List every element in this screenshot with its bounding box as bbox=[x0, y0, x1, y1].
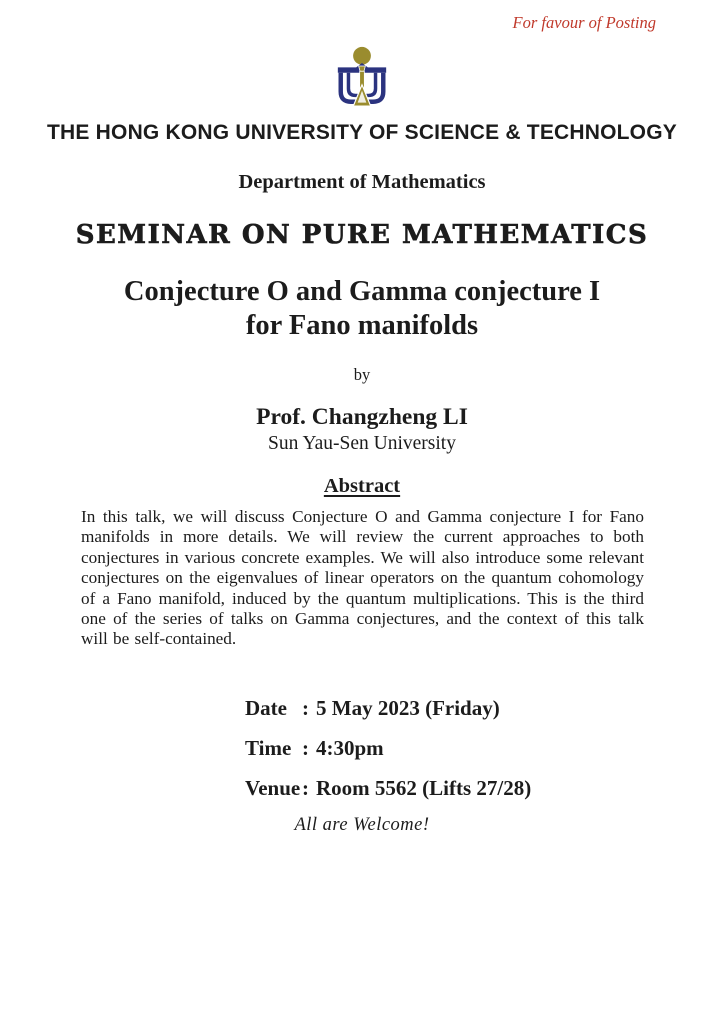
detail-row-time bbox=[245, 735, 724, 761]
time-label: Time bbox=[245, 735, 292, 760]
seminar-series-title: SEMINAR ON PURE MATHEMATICS bbox=[75, 220, 649, 250]
detail-row-venue bbox=[245, 775, 724, 801]
detail-row-date bbox=[245, 695, 724, 721]
speaker-name: Prof. Changzheng LI bbox=[256, 404, 468, 430]
venue-label: Venue bbox=[245, 775, 301, 800]
time-value: 4:30pm bbox=[316, 735, 384, 760]
time-separator: : bbox=[302, 735, 309, 760]
venue-value: Room 5562 (Lifts 27/28) bbox=[316, 775, 532, 800]
department-name: Department of Mathematics bbox=[238, 171, 486, 193]
venue-separator: : bbox=[302, 775, 309, 800]
talk-title-line2: for Fano manifolds bbox=[245, 310, 479, 341]
talk-title bbox=[0, 275, 724, 343]
date-value: 5 May 2023 (Friday) bbox=[316, 695, 500, 720]
university-name: THE HONG KONG UNIVERSITY OF SCIENCE & TECHNOLOGY bbox=[47, 121, 677, 144]
abstract-text: In this talk, we will discuss Conjecture O and Gamma conjecture I for Fano manifolds in more details. We will review the current approaches to both conjectures in various concrete examples. We will also introduce some relevant conjectures on the eigenvalues of linear operators on the quantum cohomology of a Fano manifold, induced by the quantum multiplications. This is the third one of the series of talks on Gamma conjectures, and the context of this talk will be self-contained. bbox=[81, 507, 644, 649]
event-details bbox=[245, 695, 724, 801]
abstract-heading: Abstract bbox=[323, 475, 401, 497]
hkust-logo bbox=[0, 46, 724, 112]
hkust-logo-icon bbox=[333, 46, 391, 112]
speaker-affiliation: Sun Yau-Sen University bbox=[268, 433, 456, 454]
date-label: Date bbox=[245, 695, 287, 720]
talk-title-line1: Conjecture O and Gamma conjecture I bbox=[123, 276, 601, 307]
posting-note: For favour of Posting bbox=[512, 13, 656, 32]
by-label: by bbox=[353, 365, 371, 384]
date-separator: : bbox=[302, 695, 309, 720]
closing-message: All are Welcome! bbox=[294, 814, 430, 835]
